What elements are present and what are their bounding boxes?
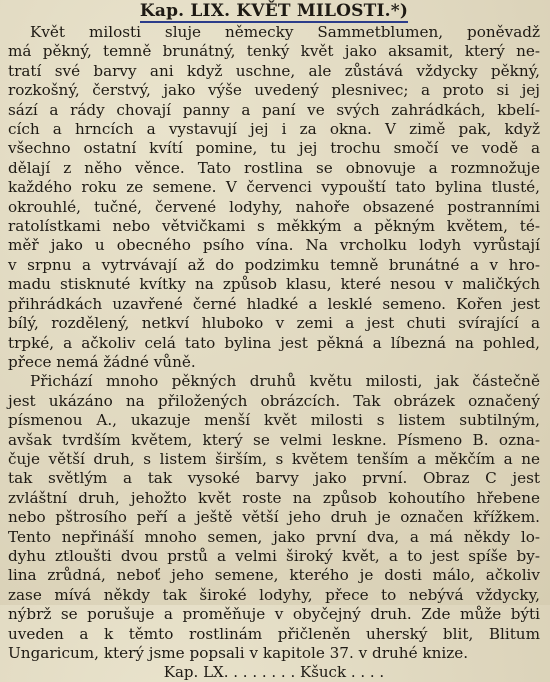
- text-line: přihrádkách uzavřené černé hladké a lesklé semeno. Kořen jest: [8, 294, 540, 313]
- text-line: tak světlým a tak vysoké barvy jako první. Obraz C jest: [8, 469, 540, 488]
- text-line: tratí své barvy ani když uschne, ale zůstává vždycky pěkný,: [8, 61, 540, 80]
- text-line: nýbrž se porušuje a proměňuje v obyčejný druh. Zde může býti: [8, 605, 540, 624]
- text-line: jest ukázáno na přiložených obrázcích. Tak obrázek označený: [8, 391, 540, 410]
- text-line: má pěkný, temně brunátný, tenký květ jako aksamit, který ne-: [8, 42, 540, 61]
- text-line: nebo pštrosího peří a ještě větší jeho druh je označen křížkem.: [8, 508, 540, 527]
- text-line: Ungaricum, který jsme popsali v kapitole 37. v druhé knize.: [8, 644, 469, 662]
- text-line: písmenou A., ukazuje menší květ milosti s listem subtilným,: [8, 411, 540, 430]
- text-line: dělají z něho věnce. Tato rostlina se obnovuje a rozmnožuje: [8, 158, 540, 177]
- text-line: Přichází mnoho pěkných druhů květu milosti, jak částečně: [30, 372, 540, 391]
- text-line: zase mívá někdy tak široké lodyhy, přece to nebývá vždycky,: [8, 585, 540, 604]
- text-line: přece nemá žádné vůně.: [8, 352, 196, 371]
- text-line: cích a hrncích a vystavují jej i za okna. V zimě pak, když: [8, 120, 540, 139]
- cut-off-line: Kap. LX. . . . . . . . Kšuck . . . .: [163, 663, 385, 682]
- text-line: okrouhlé, tučné, červené lodyhy, nahoře obsazené postranními: [8, 197, 540, 216]
- body-text: [8, 23, 540, 663]
- text-line: v srpnu a vytrvávají až do podzimku temně brunátné a v hro-: [8, 255, 540, 274]
- text-line: bílý, rozdělený, netkví hluboko v zemi a jest chuti svírající a: [8, 314, 540, 333]
- text-line: měř jako u obecného psího vína. Na vrcholku lodyh vyrůstají: [8, 236, 540, 255]
- text-line: každého roku ze semene. V červenci vypouští tato bylina tlusté,: [8, 178, 540, 197]
- text-line: dyhu ztloušti dvou prstů a velmi široký květ, a to jest spíše by-: [8, 546, 540, 565]
- chapter-heading-text: Kap. LIX. KVĚT MILOSTI.*): [139, 1, 409, 21]
- text-line: uveden a k těmto rostlinám přičleněn uherský blit, Blitum: [8, 624, 540, 643]
- chapter-heading: [8, 0, 540, 23]
- text-line: všechno ostatní kvítí pomine, tu jej trochu smočí ve vodě a: [8, 139, 540, 158]
- text-line: avšak tvrdším květem, který se velmi leskne. Písmeno B. ozna-: [8, 430, 540, 449]
- text-line: čuje větší druh, s listem širším, s květem tenším a měkčím a ne: [8, 449, 540, 468]
- text-line: Květ milosti sluje německy Sammetblumen, poněvadž: [30, 23, 540, 41]
- paragraph-2: [8, 372, 540, 663]
- text-line: ratolístkami nebo větvičkami s měkkým a pěkným květem, té-: [8, 217, 540, 236]
- text-line: rozkošný, čerstvý, jako výše uvedený plesnivec; a proto si jej: [8, 81, 540, 100]
- text-line: lina zrůdná, neboť jeho semene, kterého je dosti málo, ačkoliv: [8, 566, 540, 585]
- text-line: madu stisknuté kvítky na způsob klasu, které nesou v maličkých: [8, 275, 540, 294]
- text-line: Tento nepřináší mnoho semen, jako první dva, a má někdy lo-: [8, 527, 540, 546]
- text-line: zvláštní druh, jehožto květ roste na způsob kohoutího hřebene: [8, 488, 540, 507]
- text-line: trpké, a ačkoliv celá tato bylina jest pěkná a líbezná na pohled,: [8, 333, 540, 352]
- text-line: sází a rády chovají panny a paní ve svých zahrádkách, kbelí-: [8, 100, 540, 119]
- paragraph-1: [8, 23, 540, 372]
